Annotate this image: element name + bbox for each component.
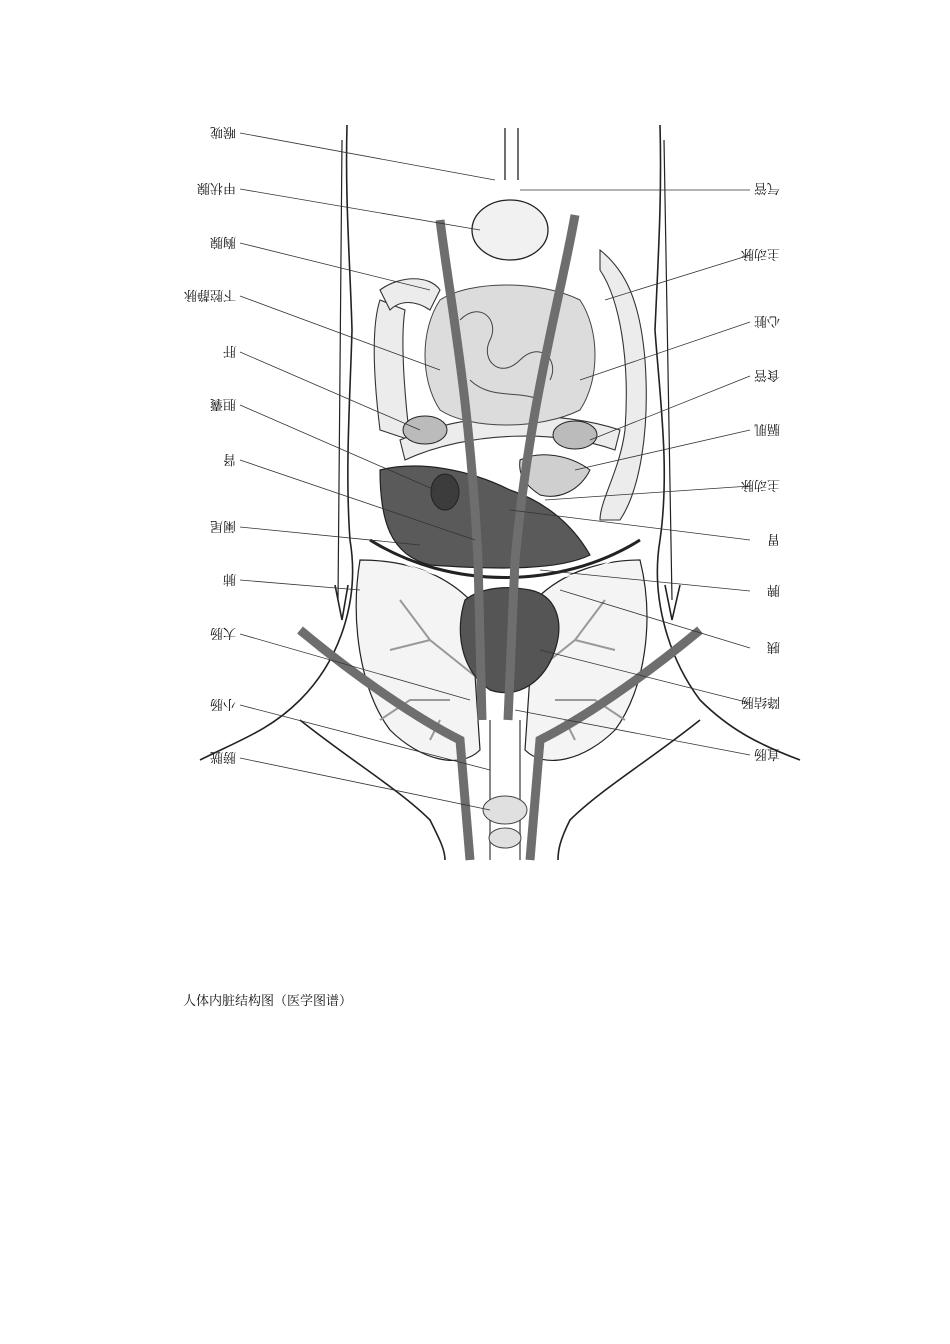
label-left-0: 喉咙 [209, 124, 236, 139]
label-left-3: 下腔静脉 [183, 287, 236, 302]
labels-left [184, 124, 236, 765]
label-left-9: 大肠 [209, 625, 236, 640]
label-right-7: 脾 [766, 582, 780, 597]
label-right-3: 食管 [753, 367, 780, 382]
label-right-6: 胃 [766, 531, 780, 546]
label-right-10: 直肠 [753, 746, 780, 761]
label-right-2: 心脏 [753, 313, 780, 328]
label-right-8: 胰 [766, 639, 780, 654]
label-left-4: 肝 [222, 343, 236, 358]
kidney-left [403, 416, 447, 444]
figure-caption: 人体内脏结构图（医学图谱） [183, 994, 353, 1009]
bladder [472, 200, 548, 260]
labels-right [741, 180, 780, 762]
label-left-5: 胆囊 [209, 396, 236, 411]
gallbladder [431, 474, 459, 510]
urethra [505, 128, 518, 180]
label-left-1: 甲状腺 [196, 180, 236, 195]
label-right-1: 主动脉 [740, 246, 780, 261]
label-left-2: 胸腺 [209, 234, 236, 249]
label-left-10: 小肠 [209, 696, 236, 711]
label-right-9: 降结肠 [740, 694, 780, 709]
label-left-7: 阑尾 [209, 518, 236, 533]
label-left-11: 膀胱 [209, 749, 236, 764]
kidney-right [553, 421, 597, 449]
label-right-0: 气管 [753, 180, 780, 195]
label-right-4: 膈肌 [753, 421, 780, 436]
label-left-6: 肾 [222, 451, 236, 466]
label-left-8: 肺 [222, 571, 236, 586]
label-right-5: 主动脉 [740, 477, 780, 492]
